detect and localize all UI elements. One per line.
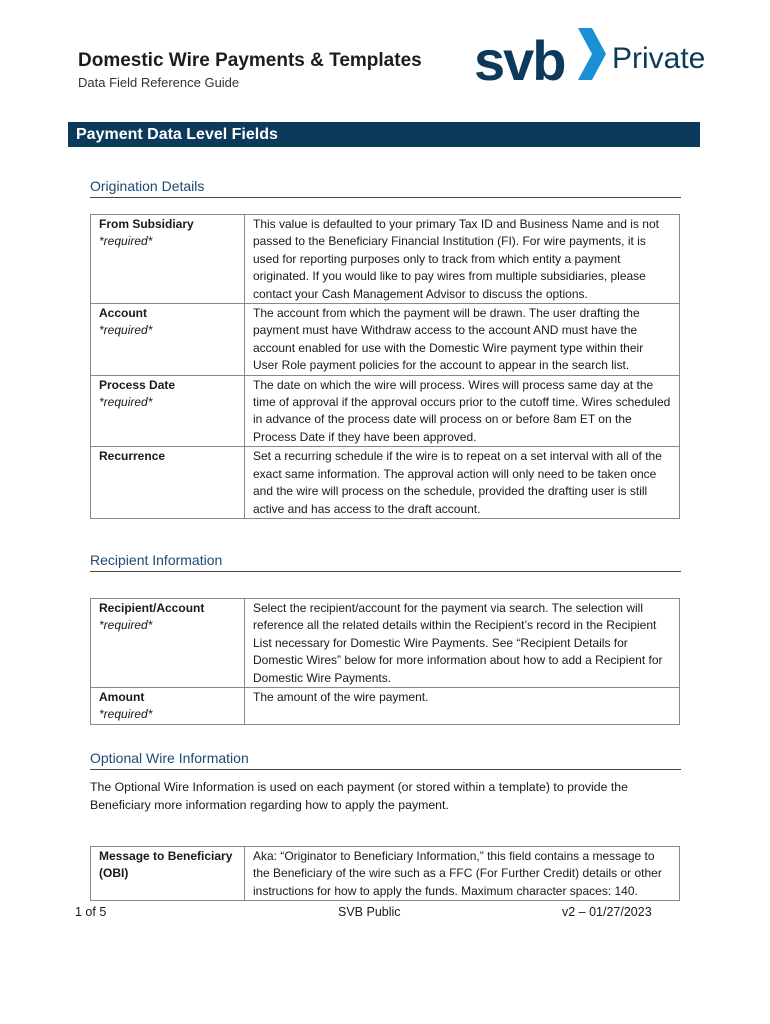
- document-title: Domestic Wire Payments & Templates: [78, 50, 422, 71]
- required-label: *required*: [99, 618, 153, 633]
- field-description: Set a recurring schedule if the wire is to repeat on a set interval with all of the exact same information. The approval action will only need to be taken once and the wire will process on the schedule, provided the drafting user is still active and has access to the draft account.: [245, 447, 680, 519]
- field-name: Process Date: [99, 377, 176, 392]
- origination-table: [90, 214, 680, 519]
- table-row: [91, 447, 680, 519]
- table-row: [91, 375, 680, 447]
- field-name: From Subsidiary: [99, 217, 194, 231]
- document-subtitle: Data Field Reference Guide: [78, 75, 240, 90]
- required-label: *required*: [99, 234, 153, 249]
- logo-brand-text: svb: [474, 29, 565, 92]
- optional-intro-paragraph: The Optional Wire Information is used on each payment (or stored within a template) to provide the Beneficiary more information regarding how to apply the payment.: [90, 780, 628, 812]
- table-row: [91, 304, 680, 376]
- origination-heading: Origination Details: [90, 178, 681, 198]
- field-name: Recurrence: [99, 449, 166, 464]
- section-title-bar: Payment Data Level Fields: [68, 122, 700, 147]
- field-description: This value is defaulted to your primary Tax ID and Business Name and is not passed to the Beneficiary Financial Institution (FI). For wire payments, it is used for reporting purposes only to track from which entity a payment originated. If you would like to pay wires from multiple subsidiaries, please contact your Cash Management Advisor to discuss the options.: [245, 215, 680, 304]
- logo-suffix-text: Private: [612, 42, 706, 75]
- field-description: Aka: “Originator to Beneficiary Information,” this field contains a message to the Beneficiary of the wire such as a FFC (For Further Credit) details or other instructions for how to apply the funds. Maximum character spaces: 140.: [245, 847, 680, 901]
- field-description: The account from which the payment will be drawn. The user drafting the payment must have Withdraw access to the account AND must have the account enabled for use with the Domestic Wire payment type within their User Role payment policies for the account to appear in the search list.: [245, 304, 680, 376]
- table-row: [91, 847, 680, 901]
- version-label: v2 – 01/27/2023: [562, 905, 652, 919]
- field-name: Message to Beneficiary (OBI): [99, 849, 233, 881]
- svb-private-logo: [474, 22, 706, 92]
- field-name: Amount: [99, 690, 145, 705]
- chevron-right-icon: [578, 28, 606, 80]
- optional-table: [90, 846, 680, 901]
- table-row: [91, 688, 680, 725]
- field-name: Account: [99, 306, 147, 321]
- optional-heading: Optional Wire Information: [90, 750, 681, 770]
- table-row: [91, 215, 680, 304]
- required-label: *required*: [99, 395, 153, 410]
- recipient-heading: Recipient Information: [90, 552, 681, 572]
- recipient-table: [90, 598, 680, 725]
- field-description: Select the recipient/account for the payment via search. The selection will reference all the related details within the Recipient’s record in the Recipient List necessary for Domestic Wire Payments. See “Recipient Details for Domestic Wires” below for more information about how to add a Recipient for Domestic Wire Payments.: [245, 599, 680, 688]
- field-description: The date on which the wire will process. Wires will process same day at the time of approval if the approval occurs prior to the cutoff time. Wires scheduled in advance of the process date will process on or before 8am ET on the Process Date if they have been approved.: [245, 375, 680, 447]
- field-description: The amount of the wire payment.: [245, 688, 680, 725]
- required-label: *required*: [99, 707, 153, 722]
- required-label: *required*: [99, 323, 153, 338]
- field-name: Recipient/Account: [99, 601, 205, 615]
- classification-label: SVB Public: [338, 905, 401, 919]
- page-number: 1 of 5: [75, 905, 107, 919]
- table-row: [91, 599, 680, 688]
